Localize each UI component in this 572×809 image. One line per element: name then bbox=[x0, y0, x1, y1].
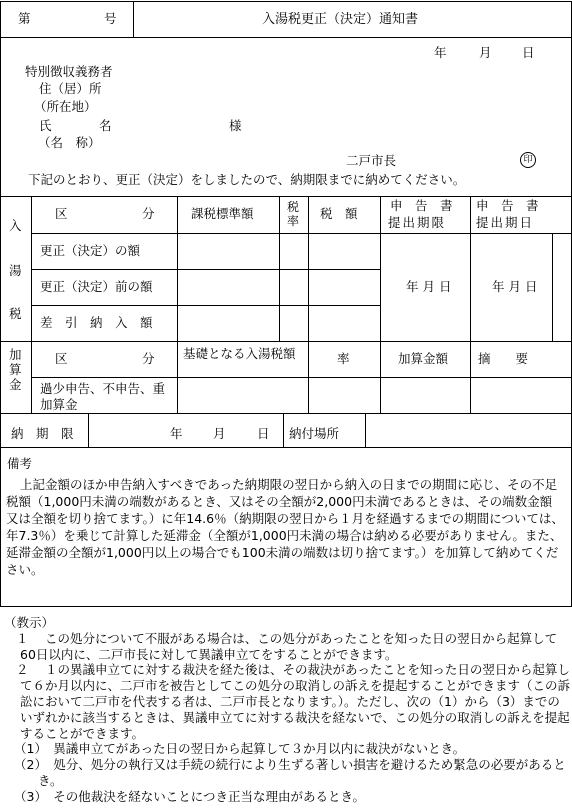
seal-text: 印 bbox=[523, 155, 533, 165]
doc-number-go: 号 bbox=[104, 11, 117, 26]
rule bbox=[31, 377, 571, 378]
addition-col-amount: 加算金額 bbox=[398, 351, 449, 366]
addition-col-base-text: 基礎となる入湯税額 bbox=[183, 346, 296, 361]
rule bbox=[308, 196, 309, 413]
payment-deadline-label: 納 期 限 bbox=[11, 426, 74, 441]
rule bbox=[380, 196, 381, 413]
addition-row-label-text: 過少申告、不申告、重加算金 bbox=[40, 381, 166, 412]
addition-col-note: 摘 要 bbox=[478, 351, 529, 366]
addition-col-base bbox=[183, 346, 307, 362]
address-label: 住（居）所 bbox=[39, 81, 102, 96]
rule bbox=[0, 413, 572, 414]
intro-text: 下記のとおり、更正（決定）をしましたので、納期限までに納めてください。 bbox=[28, 172, 466, 187]
rule bbox=[31, 269, 380, 270]
issuer-label: 二戸市長 bbox=[346, 153, 397, 168]
rule bbox=[88, 413, 89, 447]
rule bbox=[365, 413, 366, 447]
addition-col-ku: 区 bbox=[55, 351, 68, 366]
tax-side-label-2: 湯 bbox=[9, 263, 22, 278]
rule bbox=[31, 305, 380, 306]
col-filing-deadline-1: 申 告 書 bbox=[390, 198, 453, 213]
rule bbox=[283, 413, 284, 447]
col-rate bbox=[287, 200, 301, 228]
name-label-mei: 名 bbox=[99, 118, 112, 133]
instructions-title: （教示） bbox=[4, 615, 55, 630]
seal-mark bbox=[520, 152, 536, 168]
instruction-item-2: ２ １の異議申立てに対する裁決を経た後は、その裁決があったことを知った日の翌日から起算して６か月以内に、二戸市を被告としてこの処分の取消しの訴えを提起することができます（この訴訟において二戸市を代表する者は、二戸市長となります。）。ただし、次の（1）から（3）までのいずれかに該当するときは、異議申立てに対する裁決を経ないで、この処分の取消しの訴えを提起することができます。 bbox=[16, 662, 571, 741]
rule bbox=[470, 196, 471, 413]
col-filing-date-2: 提出期日 bbox=[476, 215, 535, 230]
rule bbox=[552, 233, 553, 341]
rule bbox=[31, 233, 571, 234]
rule bbox=[31, 196, 32, 413]
row-difference: 差 引 納 入 額 bbox=[40, 315, 153, 330]
row-corrected-amount: 更正（決定）の額 bbox=[40, 243, 141, 258]
col-kubun-ku: 区 bbox=[55, 206, 68, 221]
honorific: 様 bbox=[229, 118, 242, 133]
addition-col-bun: 分 bbox=[142, 351, 155, 366]
collector-label: 特別徴収義務者 bbox=[25, 64, 113, 79]
col-base: 課税標準額 bbox=[191, 206, 254, 221]
row-before-correction: 更正（決定）前の額 bbox=[40, 279, 153, 294]
col-kubun-bun: 分 bbox=[142, 206, 155, 221]
rule bbox=[0, 341, 572, 342]
payment-day: 日 bbox=[257, 426, 270, 441]
instruction-sub-1: （1） 異議申立てがあった日の翌日から起算して３か月以内に裁決がないとき。 bbox=[14, 741, 466, 757]
payment-year: 年 bbox=[170, 426, 183, 441]
addition-side-label-3: 金 bbox=[9, 377, 22, 392]
addition-side-label-1: 加 bbox=[9, 347, 22, 362]
remarks-title: 備考 bbox=[7, 456, 33, 471]
doc-number-dai: 第 bbox=[18, 11, 31, 26]
date-day: 日 bbox=[522, 45, 535, 60]
col-filing-deadline-2: 提出期限 bbox=[388, 215, 447, 230]
remarks-body: 上記金額のほか申告納入すべきであった納期限の翌日から納入の日までの期間に応じ、その不足税額（1,000円未満の端数があるとき、又はその全額が2,000円未満であるときは、その端数金額又は全額を切り捨てます。）に年14.6％（納期限の翌日から１月を経過するまでの期間については、年7.3％）を乗じて計算した延滞金（全額が1,000円未満の場合は納める必要がありません。また、延滞金額の全額が1,000円以上の場合でも100未満の端数は切り捨てます。）を加算して納めてください。 bbox=[6, 477, 564, 577]
col-filing-date-1: 申 告 書 bbox=[476, 198, 539, 213]
tax-side-label-3: 税 bbox=[9, 306, 22, 321]
rule bbox=[177, 196, 178, 413]
instructions bbox=[4, 615, 570, 805]
date-year: 年 bbox=[434, 45, 447, 60]
date-month: 月 bbox=[479, 45, 492, 60]
table-left-border bbox=[0, 196, 1, 447]
instruction-sub-2: （2） 処分、処分の執行又は手続の続行により生ずる著しい損害を避けるため緊急の必要があるとき。 bbox=[14, 757, 566, 788]
location-label: （所在地） bbox=[34, 99, 97, 114]
col-rate-text: 税率 bbox=[287, 200, 300, 228]
instruction-item-1: １ この処分について不服がある場合は、この処分があったことを知った日の翌日から起算して60日以内に、二戸市長に対して異議申立てをすることができます。 bbox=[16, 630, 558, 662]
corp-name-label: （名 称） bbox=[38, 135, 101, 150]
addition-row-label bbox=[40, 381, 172, 413]
filing-deadline-ymd: 年 月 日 bbox=[406, 279, 452, 294]
col-tax: 税 額 bbox=[320, 206, 358, 221]
addition-col-rate: 率 bbox=[337, 351, 350, 366]
name-label-shi: 氏 bbox=[39, 118, 52, 133]
addition-side-label-2: 算 bbox=[9, 362, 22, 377]
page-title: 入湯税更正（決定）通知書 bbox=[262, 12, 419, 27]
payment-month: 月 bbox=[213, 426, 226, 441]
instruction-sub-3: （3） その他裁決を経ないことにつき正当な理由があるとき。 bbox=[14, 788, 365, 804]
payment-place-label: 納付場所 bbox=[289, 426, 340, 441]
header-divider bbox=[133, 1, 134, 38]
rule bbox=[279, 196, 280, 341]
tax-side-label-1: 入 bbox=[9, 218, 22, 233]
filing-date-ymd: 年 月 日 bbox=[492, 279, 538, 294]
